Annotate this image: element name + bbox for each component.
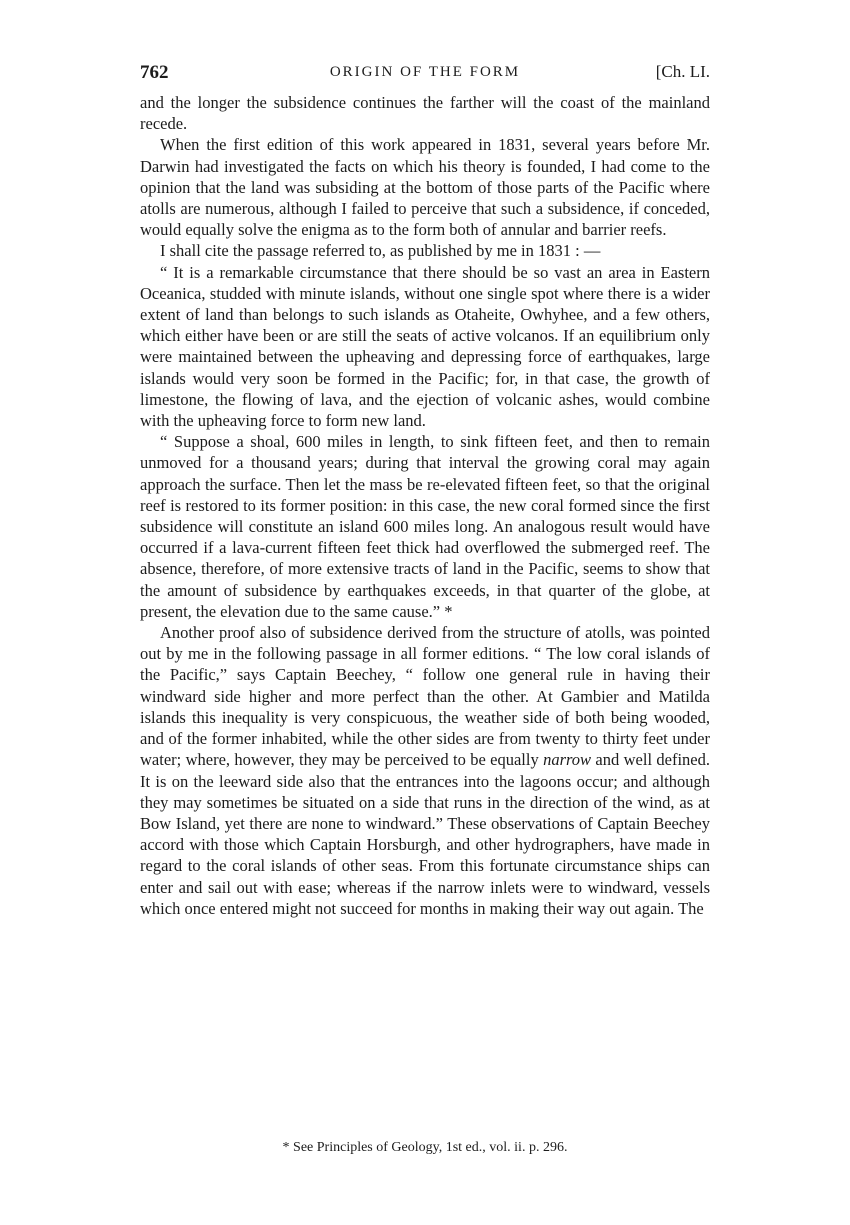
paragraph-continued: and the longer the subsidence continues the farther will the coast of the mainland recede. — [140, 93, 710, 134]
footnote: * See Principles of Geology, 1st ed., vol. ii. p. 296. — [282, 1140, 568, 1155]
text-run: Another proof also of subsidence derived from the structure of atolls, was pointed out by me in the following passage in all former editions. “ The low coral islands of the Pacific,” says Captain Beechey, “ follow one general rule in having their windward side higher and more perfect than the other. At Gambier and Matilda islands this inequality is very conspicuous, the weather side of both being wooded, and of the former inhabited, while the other sides are from twenty to thirty feet under water; where, however, they may be perceived to be equally — [140, 623, 710, 770]
chapter-marker: [Ch. LI. — [655, 62, 710, 81]
page-body — [140, 92, 710, 919]
quoted-paragraph: “ It is a remarkable circumstance that there should be so vast an area in Eastern Oceanica, studded with minute islands, without one single spot where there is a wider extent of land than belongs to such islands as Otaheite, Owhyhee, and a few others, which either have been or are still the seats of active volcanos. If an equilibrium only were maintained between the upheaving and depressing force of earthquakes, large islands would very soon be formed in the Pacific; for, in that case, the growth of limestone, the flowing of lava, and the ejection of volcanic ashes, would combine with the upheaving force to form new land. — [140, 262, 710, 431]
running-header — [140, 62, 710, 88]
page-number: 762 — [140, 62, 169, 83]
paragraph — [140, 622, 710, 919]
italic-word: narrow — [543, 750, 592, 770]
paragraph: When the first edition of this work appeared in 1831, several years before Mr. Darwin had investigated the facts on which his theory is founded, I had come to the opinion that the land was subsiding at the bottom of those parts of the Pacific where atolls are numerous, although I failed to perceive that such a subsidence, if conceded, would equally solve the enigma as to the form both of annular and barrier reefs. — [140, 135, 710, 240]
quoted-paragraph: “ Suppose a shoal, 600 miles in length, to sink fifteen feet, and then to remain unmoved for a thousand years; during that interval the growing coral may again approach the surface. Then let the mass be re-elevated fifteen feet, so that the original reef is restored to its former position: in this case, the new coral formed since the first subsidence will constitute an island 600 miles long. An analogous result would have occurred if a lava-current fifteen feet thick had overflowed the submerged reef. The absence, therefore, of more extensive tracts of land in the Pacific, seems to show that the amount of subsidence by earthquakes exceeds, in that quarter of the globe, at present, the elevation due to the same cause.” * — [140, 432, 710, 621]
text-run: and well defined. It is on the leeward side also that the entrances into the lagoons occur; and although they may sometimes be situated on a side that runs in the direction of the wind, as at Bow Island, yet there are none to windward.” These observations of Captain Beechey accord with those which Captain Horsburgh, and other hydrographers, have made in regard to the coral islands of other seas. From this fortunate circumstance ships can enter and sail out with ease; whereas if the narrow inlets were to windward, vessels which once entered might not succeed for months in making their way out again. The — [140, 750, 710, 918]
running-title: ORIGIN OF THE FORM — [329, 64, 521, 80]
paragraph: I shall cite the passage referred to, as published by me in 1831 : — — [160, 241, 601, 261]
